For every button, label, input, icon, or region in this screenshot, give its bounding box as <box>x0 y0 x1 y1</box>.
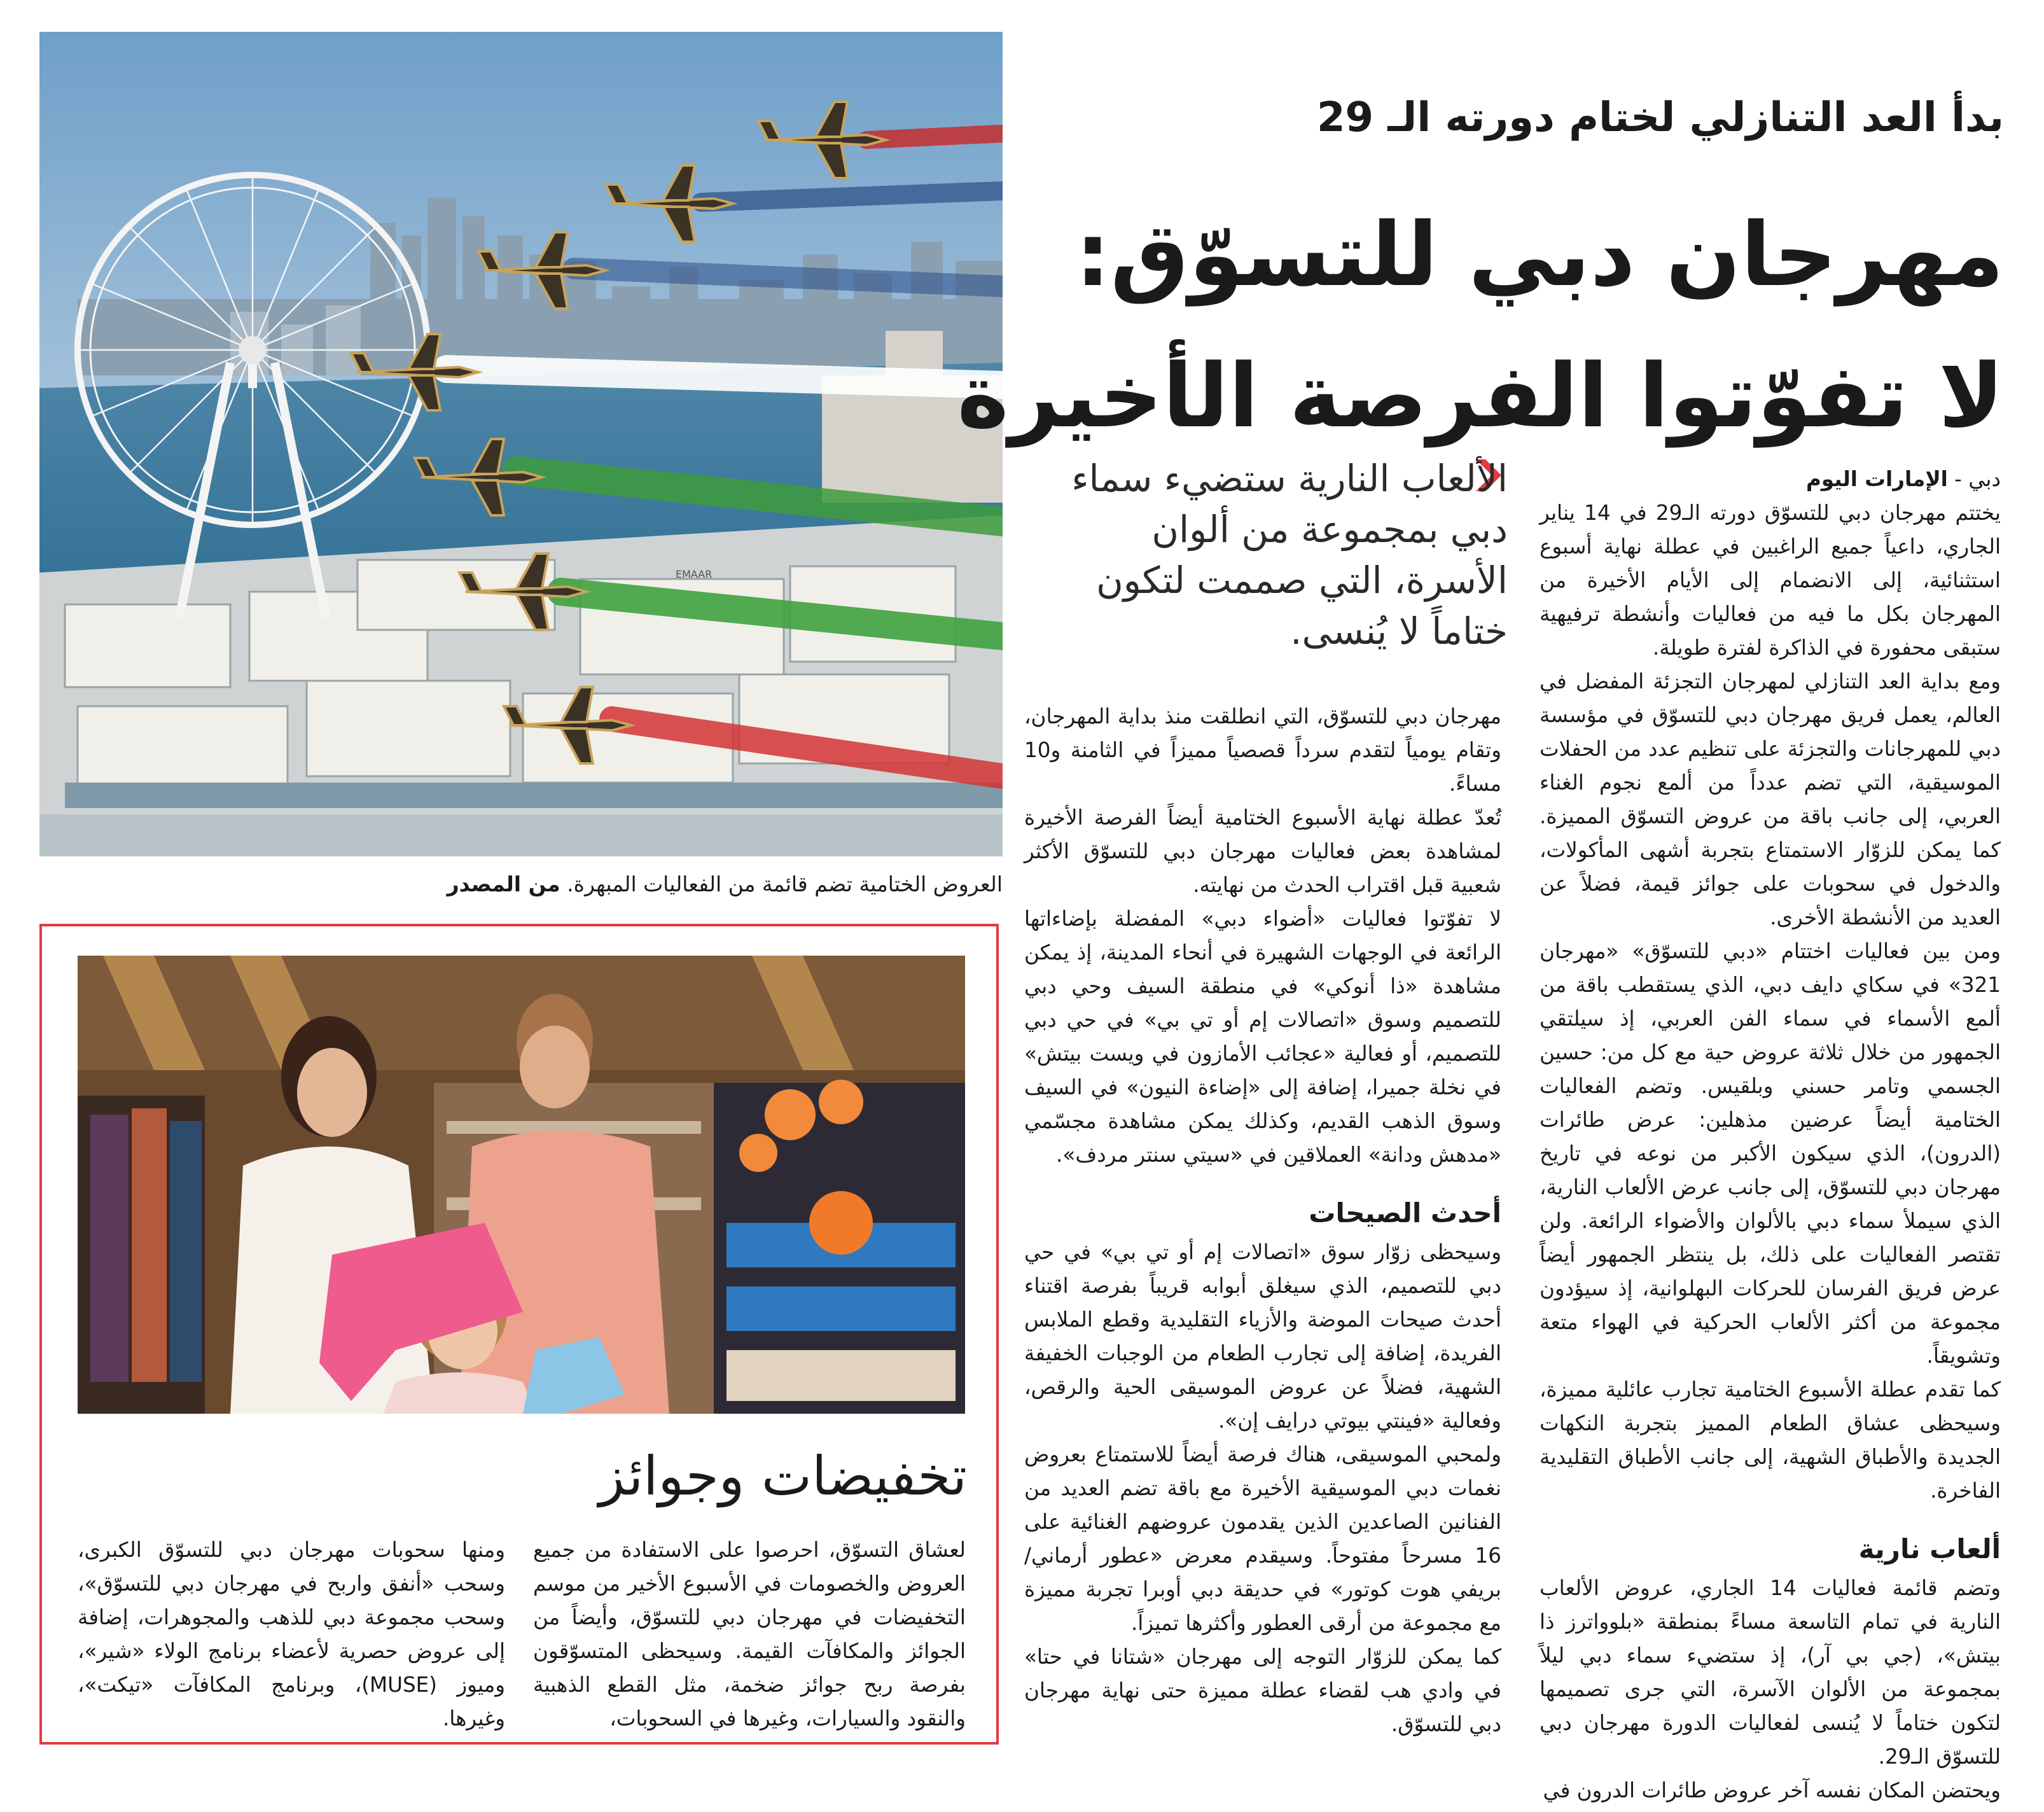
paragraph: وتضم قائمة فعاليات 14 الجاري، عروض الألعاب النارية في تمام التاسعة مساءً بمنطقة «بلوواترز ذا بيتش»، (جي بي آر)، إذ ستضيء سماء دبي ليلاً بمجموعة من الألوان الآسرة، التي جرى تصميمها لتكون ختاماً لا يُنسى لفعاليات الدورة مهرجان دبي للتسوّق الـ29. <box>1540 1576 2001 1769</box>
article-column-right <box>1540 463 2001 1808</box>
promo-title: تخفيضات وجوائز <box>599 1445 967 1507</box>
paragraph: ومن بين فعاليات اختتام «دبي للتسوّق» «مهرجان 321» في سكاي دايف دبي، الذي يستقطب باقة من ألمع الأسماء في سماء الفن العربي، إذ سيلتقي الجمهور من خلال ثلاثة عروض حية مع كل من: حسين الجسمي وتامر حسني وبلقيس. وتضم الفعاليات الختامية أيضاً عرضين مذهلين: عرض طائرات (الدرون)، الذي سيكون الأكبر من نوعه في تاريخ مهرجان دبي للتسوّق، إلى جانب عرض الألعاب النارية، الذي سيملأ سماء دبي بالألوان والأضواء الرائعة. ولن تقتصر الفعاليات على ذلك، بل ينتظر الجمهور أيضاً عرض فريق الفرسان للحركات البهلوانية، إذ سيؤدون مجموعة من أكثر الألعاب الحركية في الهواء متعة وتشويقاً. <box>1540 939 2001 1368</box>
headline-line-1: مهرجان دبي للتسوّق: <box>1075 204 2004 306</box>
hero-photo-caption <box>39 862 1003 907</box>
paragraph: ولمحبي الموسيقى، هناك فرصة أيضاً للاستمتاع بعروض نغمات دبي الموسيقية الأخيرة مع باقة تضم العديد من الفنانين الصاعدين الذين يقدمون عروضهم الغنائية على 16 مسرحاً مفتوحاً. وسيقدم معرض «عطور أرماني/بريفي هوت كوتور» في حديقة دبي أوبرا تجربة مميزة مع مجموعة من أرقى العطور وأكثرها تميزاً. <box>1024 1442 1501 1635</box>
caption-text: العروض الختامية تضم قائمة من الفعاليات المبهرة. <box>567 872 1003 896</box>
byline <box>1540 463 2001 496</box>
paragraph: ومع بداية العد التنازلي لمهرجان التجزئة المفضل في العالم، يعمل فريق مهرجان دبي للتسوّق في مؤسسة دبي للمهرجانات والتجزئة على تنظيم عدد من الحفلات الموسيقية، التي تضم عدداً من ألمع نجوم الغناء العربي، إلى جانب باقة من عروض التسوّق المميزة. كما يمكن للزوّار الاستمتاع بتجربة أشهى المأكولات، والدخول في سحوبات على جوائز قيمة، فضلاً عن العديد من الأنشطة الأخرى. <box>1540 669 2001 930</box>
paragraph: كما يمكن للزوّار التوجه إلى مهرجان «شتانا في حتا» في وادي هب لقضاء عطلة مميزة حتى نهاية مهرجان دبي للتسوّق. <box>1024 1645 1501 1736</box>
paragraph: تُعدّ عطلة نهاية الأسبوع الختامية أيضاً الفرصة الأخيرة لمشاهدة بعض فعاليات مهرجان دبي للتسوّق الأكثر شعبية قبل اقتراب الحدث من نهايته. <box>1024 805 1501 897</box>
subheading-fireworks: ألعاب نارية <box>1858 1533 2001 1565</box>
promo-column-right: لعشاق التسوّق، احرصوا على الاستفادة من جميع العروض والخصومات في الأسبوع الأخير من موسم التخفيضات في مهرجان دبي للتسوّق، وأيضاً من الجوائز والمكافآت القيمة. وسيحظى المتسوّقون بفرصة ربح جوائز ضخمة، مثل القطع الذهبية والنقود والسيارات، وغيرها في السحوبات، <box>533 1538 966 1731</box>
promo-photo-family-shopping <box>78 956 965 1414</box>
paragraph: لا تفوّتوا فعاليات «أضواء دبي» المفضلة بإضاءاتها الرائعة في الوجهات الشهيرة في أنحاء المدينة، إذ يمكن مشاهدة «ذا أنوكي» في منطقة السيف وحي دبي للتصميم وسوق «اتصالات إم أو تي بي» في حي دبي للتصميم، أو فعالية «عجائب الأمازون في ويست بيتش» في نخلة جميرا، إضافة إلى «إضاءة النيون» في السيف وسوق الذهب القديم، وكذلك يمكن مشاهدة مجسّمي «مدهش ودانة» العملاقين في «سيتي سنتر مردف». <box>1024 907 1501 1167</box>
headline <box>957 185 2004 467</box>
paragraph: وسيحظى زوّار سوق «اتصالات إم أو تي بي» في حي دبي للتصميم، الذي سيغلق أبوابه قريباً بفرصة اقتناء أحدث صيحات الموضة والأزياء التقليدية وقطع الملابس الفريدة، إضافة إلى تجارب الطعام من الوجبات الخفيفة الشهية، فضلاً عن عروض الموسيقى الحية والرقص، وفعالية «فينتي بيوتي درايف إن». <box>1024 1240 1501 1433</box>
pull-quote: الألعاب النارية ستضيء سماء دبي بمجموعة من ألوان الأسرة، التي صممت لتكون ختاماً لا يُنسى. <box>1071 457 1508 653</box>
paragraph: كما تقدم عطلة الأسبوع الختامية تجارب عائلية مميزة، وسيحظى عشاق الطعام المميز بتجربة النكهات الجديدة والأطباق الشهية، إلى جانب الأطباق التقليدية الفاخرة. <box>1540 1377 2001 1503</box>
paragraph: ويحتضن المكان نفسه آخر عروض طائرات الدرون في <box>1543 1778 2001 1802</box>
article-column-middle <box>1024 700 1501 1741</box>
byline-source: الإمارات اليوم <box>1805 467 1948 491</box>
hero-photo-jets-over-ain-dubai <box>39 32 1003 856</box>
subheading-latest-trends: أحدث الصيحات <box>1309 1197 1501 1229</box>
headline-line-2: لا تفوّتوا الفرصة الأخيرة <box>957 345 2004 447</box>
paragraph: يختتم مهرجان دبي للتسوّق دورته الـ29 في 14 يناير الجاري، داعياً جميع الراغبين في عطلة نهاية أسبوع استثنائية، إلى الانضمام إلى الأيام الأخيرة من المهرجان بكل ما فيه من فعاليات وأنشطة ترفيهية ستبقى محفورة في الذاكرة لفترة طويلة. <box>1540 501 2001 660</box>
paragraph: مهرجان دبي للتسوّق، التي انطلقت منذ بداية المهرجان، وتقام يومياً لتقدم سرداً قصصياً مميزاً في الثامنة و10 مساءً. <box>1024 704 1501 796</box>
caption-credit: من المصدر <box>447 872 560 896</box>
kicker: بدأ العد التنازلي لختام دورته الـ 29 <box>1317 94 2004 141</box>
promo-column-left: ومنها سحوبات مهرجان دبي للتسوّق الكبرى، وسحب «أنفق واربح في مهرجان دبي للتسوّق»، وسحب مجموعة دبي للذهب والمجوهرات، إضافة إلى عروض حصرية لأعضاء برنامج الولاء «شير»، وميوز (MUSE)، وبرنامج المكافآت «تيكت»، وغيرها. <box>78 1538 505 1731</box>
emaar-sign: EMAAR <box>676 568 713 580</box>
byline-place: دبي - <box>1947 467 2001 491</box>
